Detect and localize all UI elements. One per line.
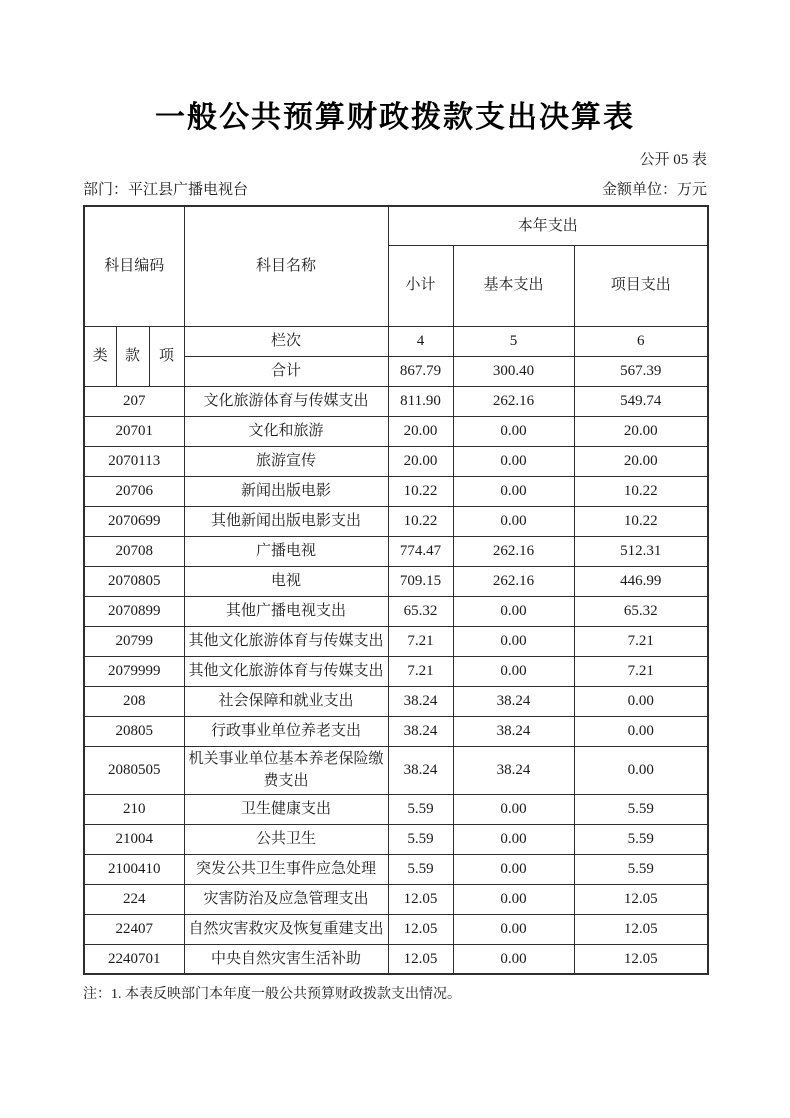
- basic-expenditure-cell: 38.24: [453, 716, 574, 746]
- project-expenditure-cell: 5.59: [574, 794, 708, 824]
- header-current-year-expenditure: 本年支出: [388, 206, 708, 245]
- basic-expenditure-cell: 0.00: [453, 446, 574, 476]
- basic-expenditure-cell: 38.24: [453, 686, 574, 716]
- subject-name-cell: 灾害防治及应急管理支出: [184, 884, 388, 914]
- subject-code-cell: 20799: [84, 626, 184, 656]
- column-index-project: 6: [574, 326, 708, 356]
- basic-expenditure-cell: 0.00: [453, 656, 574, 686]
- subject-name-cell: 卫生健康支出: [184, 794, 388, 824]
- subject-code-cell: 20706: [84, 476, 184, 506]
- subtotal-cell: 65.32: [388, 596, 453, 626]
- project-expenditure-cell: 446.99: [574, 566, 708, 596]
- table-row: [84, 446, 708, 476]
- subject-name-cell: 机关事业单位基本养老保险缴费支出: [184, 746, 388, 794]
- subject-code-cell: 21004: [84, 824, 184, 854]
- basic-expenditure-cell: 0.00: [453, 596, 574, 626]
- subject-name-cell: 行政事业单位养老支出: [184, 716, 388, 746]
- subject-name-cell: 其他新闻出版电影支出: [184, 506, 388, 536]
- table-row: [84, 824, 708, 854]
- subject-code-cell: 2070805: [84, 566, 184, 596]
- basic-expenditure-cell: 0.00: [453, 884, 574, 914]
- subtotal-cell: 38.24: [388, 716, 453, 746]
- table-row: [84, 386, 708, 416]
- table-body: [84, 386, 708, 974]
- project-expenditure-cell: 7.21: [574, 626, 708, 656]
- basic-expenditure-cell: 0.00: [453, 794, 574, 824]
- subtotal-cell: 38.24: [388, 686, 453, 716]
- total-project: 567.39: [574, 356, 708, 386]
- subtotal-cell: 774.47: [388, 536, 453, 566]
- project-expenditure-cell: 5.59: [574, 824, 708, 854]
- header-project-expenditure: 项目支出: [574, 245, 708, 326]
- subject-name-cell: 公共卫生: [184, 824, 388, 854]
- subtotal-cell: 709.15: [388, 566, 453, 596]
- department-label: 部门：平江县广播电视台: [83, 182, 249, 198]
- header-class: 类: [84, 326, 116, 386]
- subject-code-cell: 210: [84, 794, 184, 824]
- table-row: [84, 596, 708, 626]
- table-row: [84, 716, 708, 746]
- subtotal-cell: 20.00: [388, 446, 453, 476]
- meta-row: [83, 178, 707, 199]
- subject-code-cell: 2240701: [84, 944, 184, 974]
- column-index-basic: 5: [453, 326, 574, 356]
- subject-name-cell: 其他广播电视支出: [184, 596, 388, 626]
- table-row: [84, 944, 708, 974]
- project-expenditure-cell: 20.00: [574, 446, 708, 476]
- project-expenditure-cell: 10.22: [574, 506, 708, 536]
- subject-code-cell: 20805: [84, 716, 184, 746]
- subject-name-cell: 中央自然灾害生活补助: [184, 944, 388, 974]
- project-expenditure-cell: 512.31: [574, 536, 708, 566]
- table-number-label: 公开 05 表: [639, 152, 707, 168]
- subject-code-cell: 207: [84, 386, 184, 416]
- footnote: 注：1. 本表反映部门本年度一般公共预算财政拨款支出情况。: [83, 987, 461, 1002]
- table-row: [84, 794, 708, 824]
- total-basic: 300.40: [453, 356, 574, 386]
- project-expenditure-cell: 0.00: [574, 746, 708, 794]
- subtotal-cell: 20.00: [388, 416, 453, 446]
- basic-expenditure-cell: 0.00: [453, 416, 574, 446]
- subtotal-cell: 7.21: [388, 626, 453, 656]
- project-expenditure-cell: 20.00: [574, 416, 708, 446]
- subtotal-cell: 10.22: [388, 476, 453, 506]
- table-row: [84, 914, 708, 944]
- total-subtotal: 867.79: [388, 356, 453, 386]
- subject-name-cell: 其他文化旅游体育与传媒支出: [184, 656, 388, 686]
- subject-code-cell: 22407: [84, 914, 184, 944]
- project-expenditure-cell: 10.22: [574, 476, 708, 506]
- header-basic-expenditure: 基本支出: [453, 245, 574, 326]
- subject-name-cell: 自然灾害救灾及恢复重建支出: [184, 914, 388, 944]
- table-row: [84, 506, 708, 536]
- subject-code-cell: 2070113: [84, 446, 184, 476]
- subject-code-cell: 2100410: [84, 854, 184, 884]
- project-expenditure-cell: 12.05: [574, 914, 708, 944]
- basic-expenditure-cell: 262.16: [453, 536, 574, 566]
- table-row: [84, 656, 708, 686]
- table-row: [84, 884, 708, 914]
- subject-name-cell: 文化和旅游: [184, 416, 388, 446]
- table-row: [84, 746, 708, 794]
- project-expenditure-cell: 65.32: [574, 596, 708, 626]
- project-expenditure-cell: 0.00: [574, 686, 708, 716]
- table-row: [84, 854, 708, 884]
- project-expenditure-cell: 12.05: [574, 884, 708, 914]
- table-row: [84, 476, 708, 506]
- subject-code-cell: 2079999: [84, 656, 184, 686]
- basic-expenditure-cell: 262.16: [453, 386, 574, 416]
- table-row: [84, 686, 708, 716]
- subtotal-cell: 811.90: [388, 386, 453, 416]
- project-expenditure-cell: 7.21: [574, 656, 708, 686]
- basic-expenditure-cell: 0.00: [453, 914, 574, 944]
- header-subject-name: 科目名称: [184, 206, 388, 326]
- subtotal-cell: 5.59: [388, 794, 453, 824]
- subtotal-cell: 5.59: [388, 854, 453, 884]
- basic-expenditure-cell: 0.00: [453, 854, 574, 884]
- project-expenditure-cell: 0.00: [574, 716, 708, 746]
- basic-expenditure-cell: 0.00: [453, 944, 574, 974]
- table-header: [84, 206, 708, 386]
- subject-name-cell: 突发公共卫生事件应急处理: [184, 854, 388, 884]
- subject-name-cell: 旅游宣传: [184, 446, 388, 476]
- subject-code-cell: 208: [84, 686, 184, 716]
- header-subject-code: 科目编码: [84, 206, 184, 326]
- subject-code-cell: 20701: [84, 416, 184, 446]
- subject-code-cell: 2080505: [84, 746, 184, 794]
- project-expenditure-cell: 549.74: [574, 386, 708, 416]
- header-item: 项: [149, 326, 184, 386]
- subject-name-cell: 其他文化旅游体育与传媒支出: [184, 626, 388, 656]
- basic-expenditure-cell: 0.00: [453, 824, 574, 854]
- column-index-subtotal: 4: [388, 326, 453, 356]
- subject-code-cell: 2070699: [84, 506, 184, 536]
- subtotal-cell: 12.05: [388, 944, 453, 974]
- subject-name-cell: 电视: [184, 566, 388, 596]
- table-row: [84, 566, 708, 596]
- subject-name-cell: 文化旅游体育与传媒支出: [184, 386, 388, 416]
- unit-label: 金额单位：万元: [601, 182, 707, 198]
- subtotal-cell: 5.59: [388, 824, 453, 854]
- subject-name-cell: 新闻出版电影: [184, 476, 388, 506]
- subject-code-cell: 2070899: [84, 596, 184, 626]
- header-subtotal: 小计: [388, 245, 453, 326]
- basic-expenditure-cell: 0.00: [453, 506, 574, 536]
- project-expenditure-cell: 12.05: [574, 944, 708, 974]
- subtotal-cell: 38.24: [388, 746, 453, 794]
- basic-expenditure-cell: 0.00: [453, 626, 574, 656]
- page-title: 一般公共预算财政拨款支出决算表: [155, 101, 635, 134]
- budget-table: [83, 205, 709, 975]
- subject-code-cell: 224: [84, 884, 184, 914]
- basic-expenditure-cell: 38.24: [453, 746, 574, 794]
- subject-name-cell: 社会保障和就业支出: [184, 686, 388, 716]
- subject-name-cell: 广播电视: [184, 536, 388, 566]
- subtotal-cell: 12.05: [388, 914, 453, 944]
- project-expenditure-cell: 5.59: [574, 854, 708, 884]
- table-row: [84, 626, 708, 656]
- subtotal-cell: 10.22: [388, 506, 453, 536]
- basic-expenditure-cell: 262.16: [453, 566, 574, 596]
- subtotal-cell: 12.05: [388, 884, 453, 914]
- basic-expenditure-cell: 0.00: [453, 476, 574, 506]
- table-row: [84, 536, 708, 566]
- table-row: [84, 416, 708, 446]
- subject-code-cell: 20708: [84, 536, 184, 566]
- subtotal-cell: 7.21: [388, 656, 453, 686]
- header-column-index-label: 栏次: [184, 326, 388, 356]
- total-label: 合计: [184, 356, 388, 386]
- header-section: 款: [116, 326, 149, 386]
